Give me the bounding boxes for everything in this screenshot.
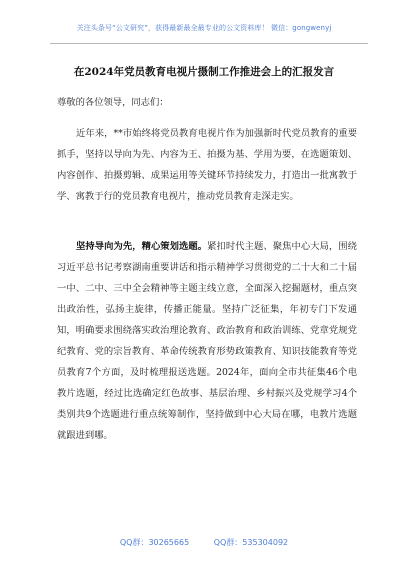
- footer-qq-group-1: QQ群：30265665: [119, 538, 190, 547]
- paragraph-intro: 近年来，**市始终将党员教育电视片作为加强新时代党员教育的重要抓手，坚持以导向为先、内容为王、拍摄为基、学用为要，在选题策划、内容创作、拍摄剪辑、成果运用等关键环节持续发力，打造出一批寓教于学、寓教于行的党员教育电视片，推动党员教育走深走实。: [57, 128, 357, 202]
- footer-qq-group-2: QQ群：535304092: [213, 538, 289, 547]
- paragraph-lead-heading: 坚持导向为先，精心策划选题。: [76, 241, 208, 252]
- salutation: 尊敬的各位领导，同志们：: [57, 97, 169, 108]
- paragraph-body: 紧扣时代主题、聚焦中心大局，围绕习近平总书记考察湖南重要讲话和指示精神学习贯彻党的二十大和二十届一中、二中、三中全会精神等主题主线立意，全面深入挖掘题材，重点突出政治性，弘扬主旋律，传播正能量。坚持广泛征集，年初专门下发通知，明确要求围绕落实政治理论教育、政治教育和政治训练、党章党规党纪教育、党的宗旨教育、革命传统教育形势政策教育、知识技能教育等党员教育7个方面，及时梳理报送选题。2024年，面向全市共征集46个电教片选题，经过比选确定红色故事、基层治理、乡村振兴及党规学习4个类别共9个选题进行重点统筹制作，坚持做到中心大局在哪，电教片选题就跟进到哪。: [57, 241, 357, 441]
- header-divider: [50, 43, 368, 44]
- header-promo-note: 关注头条号“公文研究”，获得最新最全最专业的公文资料库！ 微信：gongwenyj: [76, 24, 332, 32]
- footer-contacts: [0, 537, 408, 548]
- paragraph-topic-planning: [57, 236, 357, 446]
- document-title: 在2024年党员教育电视片摄制工作推进会上的汇报发言: [73, 66, 335, 78]
